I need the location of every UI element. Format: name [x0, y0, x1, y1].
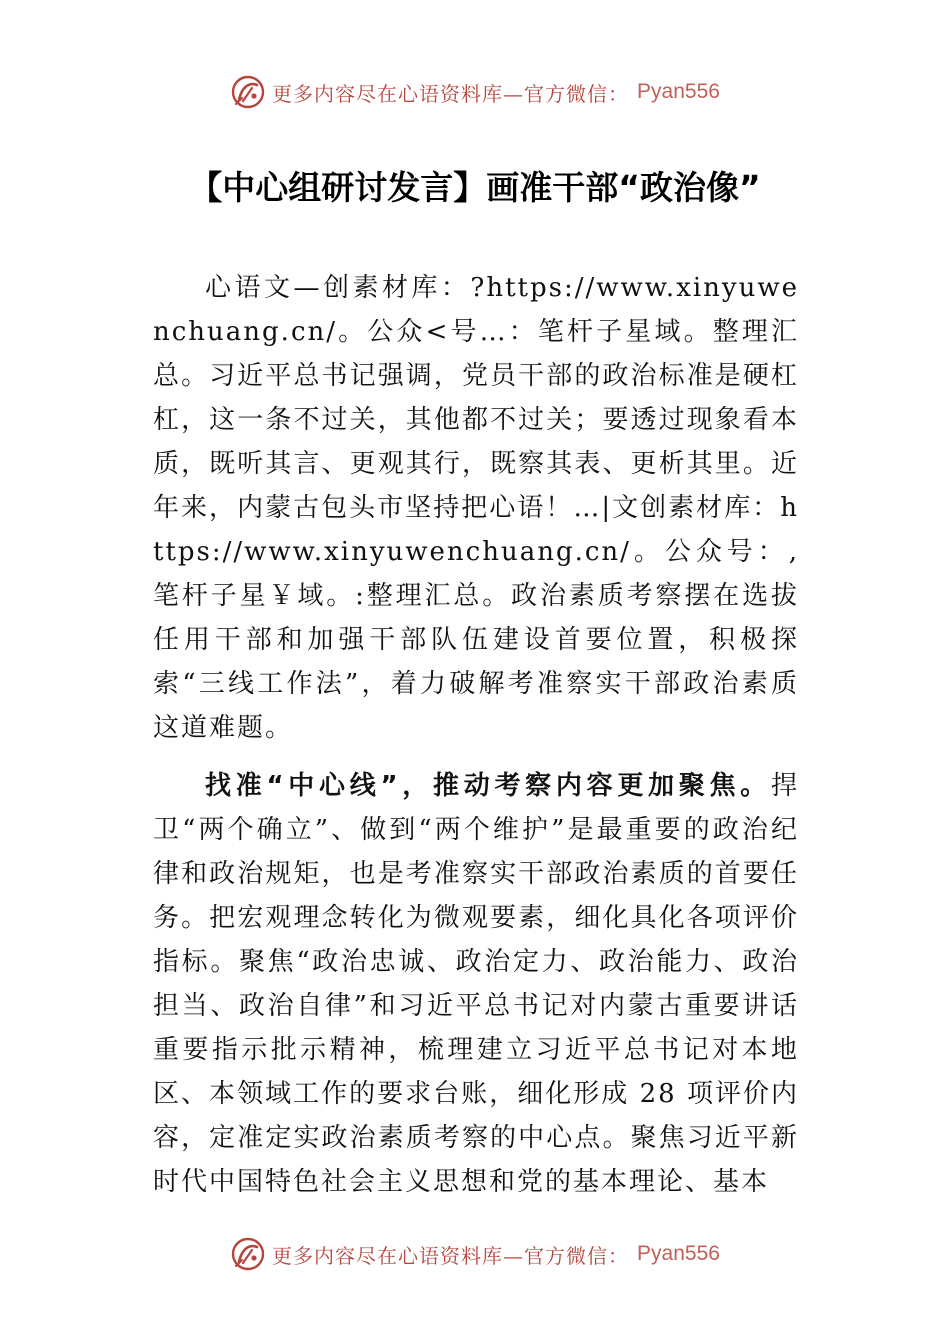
document-title: 【中心组研讨发言】画准干部“政治像” [189, 168, 761, 207]
header-banner-text: 更多内容尽在心语资料库—官方微信： [272, 81, 630, 106]
header-banner-inner [230, 74, 720, 110]
paragraph-lead: 找准“中心线”，推动考察内容更加聚焦。 [205, 771, 771, 801]
header-banner-wechat-id: Pyan556 [637, 80, 720, 103]
paragraph-text: 捍卫“两个确立”、做到“两个维护”是最重要的政治纪律和政治规矩，也是考准察实干部政治素质的首要任务。把宏观理念转化为微观要素，细化具化各项评价指标。聚焦“政治忠诚、政治定力、政治能力、政治担当、政治自律”和习近平总书记对内蒙古重要讲话重要指示批示精神，梳理建立习近平总书记对本地区、本领域工作的要求台账，细化形成 28 项评价内容，定准定实政治素质考察的中心点。聚焦习近平新时代中国特色社会主义思想和党的基本理论、基本 [153, 771, 799, 1197]
seal-logo-icon [230, 1236, 266, 1272]
footer-banner-text: 更多内容尽在心语资料库—官方微信： [272, 1243, 630, 1268]
seal-logo-icon [230, 74, 266, 110]
header-banner [0, 70, 950, 114]
paragraph-text: 心语文—创素材库：?https://www.xinyuwenchuang.cn/。公众<号…：笔杆子星域。整理汇总。习近平总书记强调，党员干部的政治标准是硬杠杠，这一条不过关，其他都不过关；要透过现象看本质，既听其言、更观其行，既察其表、更析其里。近年来，内蒙古包头市坚持把心语！…|文创素材库：https://www.xinyuwenchuang.cn/。公众号：,笔杆子星￥域。:整理汇总。政治素质考察摆在选拔任用干部和加强干部队伍建设首要位置，积极探索“三线工作法”，着力破解考准察实干部政治素质这道难题。 [153, 273, 799, 743]
document-body [153, 266, 799, 1204]
footer-banner-wechat-id: Pyan556 [637, 1242, 720, 1265]
paragraph-intro [153, 266, 799, 750]
paragraph-center-line [153, 764, 799, 1204]
footer-banner [0, 1232, 950, 1276]
footer-banner-inner [230, 1236, 720, 1272]
